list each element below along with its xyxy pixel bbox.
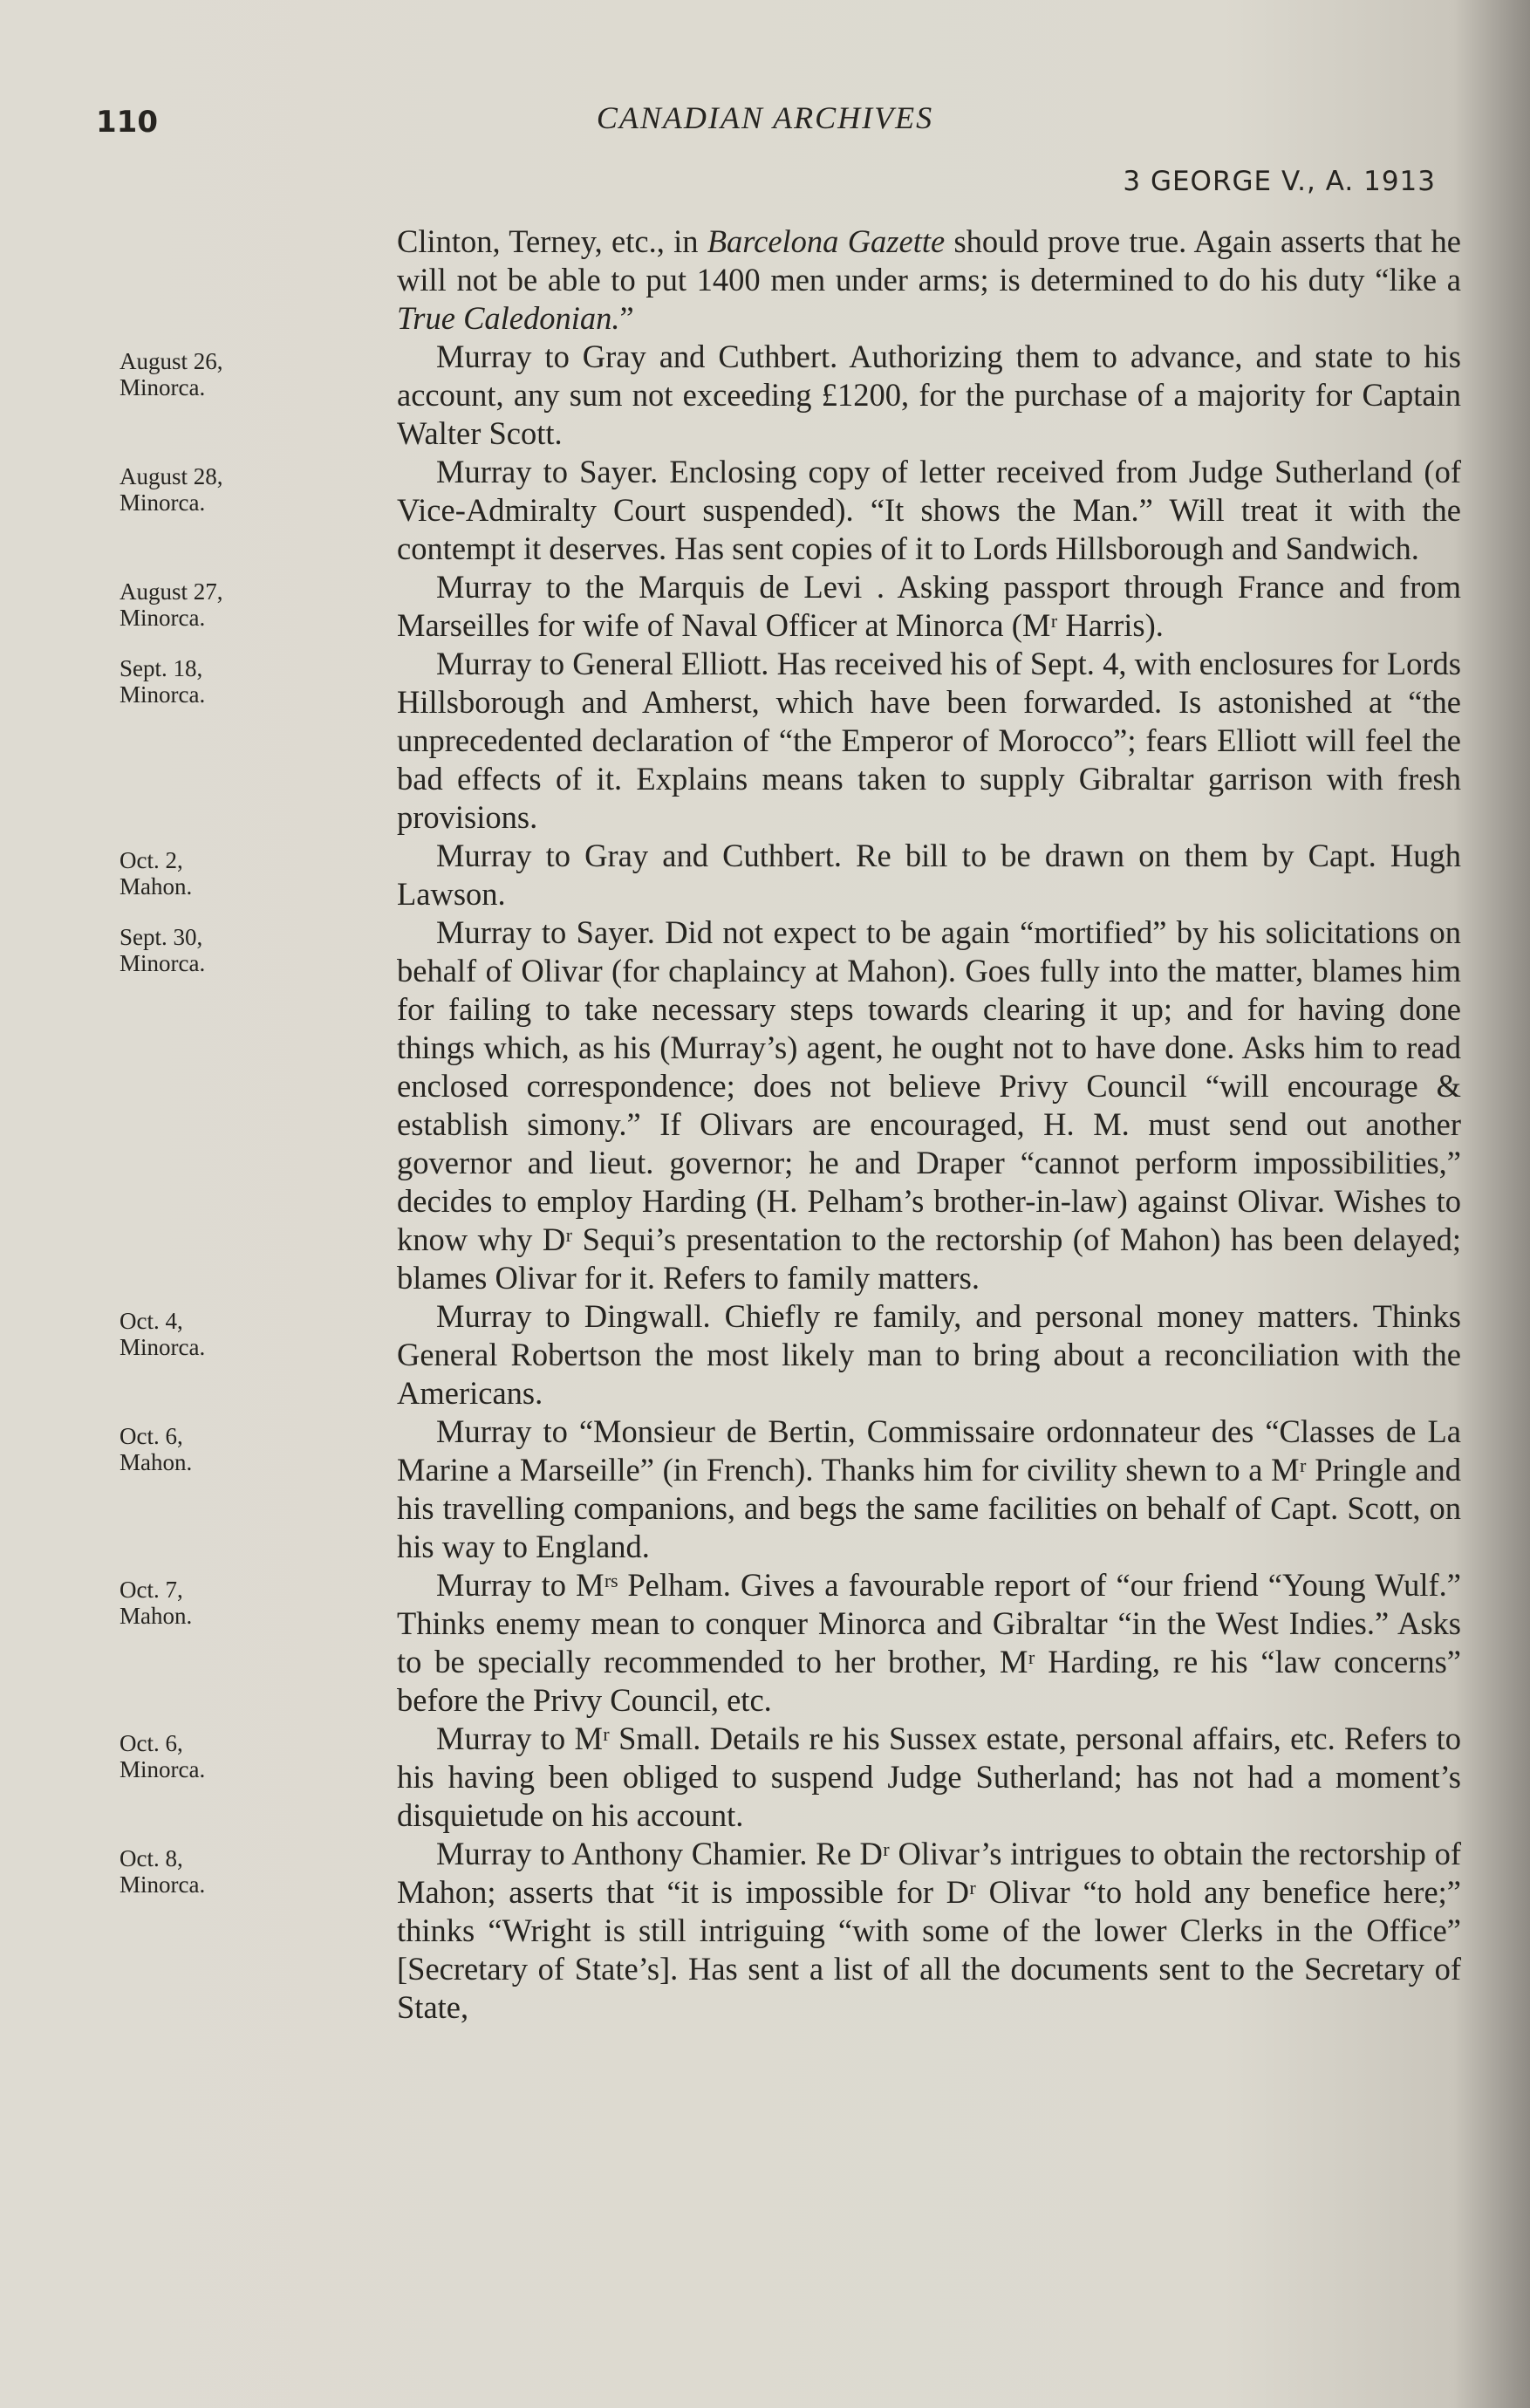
entry-place: Minorca. bbox=[120, 374, 206, 400]
entry-date: August 28, bbox=[120, 463, 223, 489]
entry-place: Minorca. bbox=[120, 950, 206, 976]
entry-date: Oct. 8, bbox=[120, 1845, 183, 1871]
entry-place: Mahon. bbox=[120, 1449, 193, 1475]
margin-date-place bbox=[120, 924, 338, 976]
calendar-entry bbox=[120, 568, 1461, 645]
margin-date-place bbox=[120, 1577, 338, 1629]
margin-date-place bbox=[120, 348, 338, 400]
entry-text: Murray to Sayer. Did not expect to be again “mortified” by his solicitations on behalf of Olivar (for chaplaincy at Mahon). Goes fully into the matter, blames him for failing to take necessary steps towards clearing it up; and for having done things which, as his (Murray’s) agent, he ought not to have done. Asks him to read enclosed correspondence; does not believe Privy Council “will encourage & establish simony.” If Olivars are encouraged, H. M. must send out another governor and lieut. governor; he and Draper “cannot perform impossibilities,” decides to employ Harding (H. Pelham’s brother-in-law) against Olivar. Wishes to know why Dʳ Sequi’s presentation to the rectorship (of Mahon) has been delayed; blames Olivar for it. Refers to family matters. bbox=[397, 914, 1461, 1296]
entry-place: Minorca. bbox=[120, 681, 206, 708]
entry-place: Minorca. bbox=[120, 1334, 206, 1360]
entry-place: Mahon. bbox=[120, 873, 193, 900]
entry-place: Minorca. bbox=[120, 605, 206, 631]
page-number: 110 bbox=[96, 105, 158, 140]
entry-text: Murray to Dingwall. Chiefly re family, and personal money matters. Thinks General Robertson the most likely man to bring about a reconciliation with the Americans. bbox=[397, 1298, 1461, 1411]
entry-text: Murray to Gray and Cuthbert. Re bill to be drawn on them by Capt. Hugh Lawson. bbox=[397, 838, 1461, 912]
continuation-paragraph: Clinton, Terney, etc., in Barcelona Gazette should prove true. Again asserts that he will not be able to put 1400 men under arms; is determined to do his duty “like a True Caledonian.” bbox=[397, 223, 1461, 336]
entry-date: Sept. 18, bbox=[120, 655, 203, 681]
calendar-entry bbox=[120, 913, 1461, 1297]
margin-date-place bbox=[120, 847, 338, 900]
entry-text: Murray to “Monsieur de Bertin, Commissaire ordonnateur des “Classes de La Marine a Marseille” (in French). Thanks him for civility shewn to a Mʳ Pringle and his travelling companions, and begs the same facilities on behalf of Capt. Scott, on his way to England. bbox=[397, 1413, 1461, 1564]
calendar-entry bbox=[120, 1835, 1461, 2027]
calendar-entry bbox=[120, 453, 1461, 568]
calendar-entry bbox=[120, 1720, 1461, 1835]
entry-date: Oct. 6, bbox=[120, 1423, 183, 1449]
calendar-entry bbox=[120, 645, 1461, 837]
entry-date: Oct. 4, bbox=[120, 1308, 183, 1334]
entry-text: Murray to Gray and Cuthbert. Authorizing them to advance, and state to his account, any sum not exceeding £1200, for the purchase of a majority for Captain Walter Scott. bbox=[397, 339, 1461, 451]
publication-title: Barcelona Gazette bbox=[707, 223, 946, 259]
margin-date-place bbox=[120, 463, 338, 516]
margin-date-place bbox=[120, 1308, 338, 1360]
entry-place: Minorca. bbox=[120, 1871, 206, 1898]
entry-date: Oct. 7, bbox=[120, 1577, 183, 1603]
entry-place: Mahon. bbox=[120, 1603, 193, 1629]
entry-text: Murray to Anthony Chamier. Re Dʳ Olivar’s intrigues to obtain the rectorship of Mahon; asserts that “it is impossible for Dʳ Olivar “to hold any benefice here;” thinks “Wright is still intriguing “with some of the lower Clerks in the Office” [Secretary of State’s]. Has sent a list of all the documents sent to the Secretary of State, bbox=[397, 1836, 1461, 2025]
margin-date-place bbox=[120, 1730, 338, 1782]
calendar-entry bbox=[120, 1413, 1461, 1566]
entry-text: Murray to Mʳˢ Pelham. Gives a favourable report of “our friend “Young Wulf.” Thinks enemy mean to conquer Minorca and Gibraltar “in the West Indies.” Asks to be specially recommended to her brother, Mʳ Harding, re his “law concerns” before the Privy Council, etc. bbox=[397, 1567, 1461, 1718]
calendar-body bbox=[120, 222, 1461, 2027]
calendar-entry bbox=[120, 1566, 1461, 1720]
entry-date: Sept. 30, bbox=[120, 924, 203, 950]
calendar-entry bbox=[120, 338, 1461, 453]
entry-text: Murray to the Marquis de Levi . Asking passport through France and from Marseilles for wife of Naval Officer at Minorca (Mʳ Harris). bbox=[397, 569, 1461, 643]
entry-text: Murray to Mʳ Small. Details re his Sussex estate, personal affairs, etc. Refers to his having been obliged to suspend Judge Sutherland; has not had a moment’s disquietude on his account. bbox=[397, 1720, 1461, 1833]
entry-place: Minorca. bbox=[120, 1756, 206, 1782]
margin-date-place bbox=[120, 655, 338, 708]
calendar-entry bbox=[120, 837, 1461, 913]
margin-date-place bbox=[120, 1423, 338, 1475]
entry-date: Oct. 2, bbox=[120, 847, 183, 873]
quoted-phrase: True Caledonian. bbox=[397, 300, 620, 336]
session-label: 3 GEORGE V., A. 1913 bbox=[1123, 166, 1436, 197]
entry-date: August 26, bbox=[120, 348, 223, 374]
running-title: CANADIAN ARCHIVES bbox=[596, 100, 934, 135]
entry-date: Oct. 6, bbox=[120, 1730, 183, 1756]
entry-text: Murray to General Elliott. Has received his of Sept. 4, with enclosures for Lords Hillsborough and Amherst, which have been forwarded. Is astonished at “the unprecedented declaration of “the Emperor of Morocco”; fears Elliott will feel the bad effects of it. Explains means taken to supply Gibraltar garrison with fresh provisions. bbox=[397, 646, 1461, 835]
margin-date-place bbox=[120, 1845, 338, 1898]
entry-date: August 27, bbox=[120, 578, 223, 605]
margin-date-place bbox=[120, 578, 338, 631]
entry-text: Murray to Sayer. Enclosing copy of letter received from Judge Sutherland (of Vice-Admiralty Court suspended). “It shows the Man.” Will treat it with the contempt it deserves. Has sent copies of it to Lords Hillsborough and Sandwich. bbox=[397, 454, 1461, 566]
calendar-entry bbox=[120, 1297, 1461, 1413]
entry-place: Minorca. bbox=[120, 489, 206, 516]
